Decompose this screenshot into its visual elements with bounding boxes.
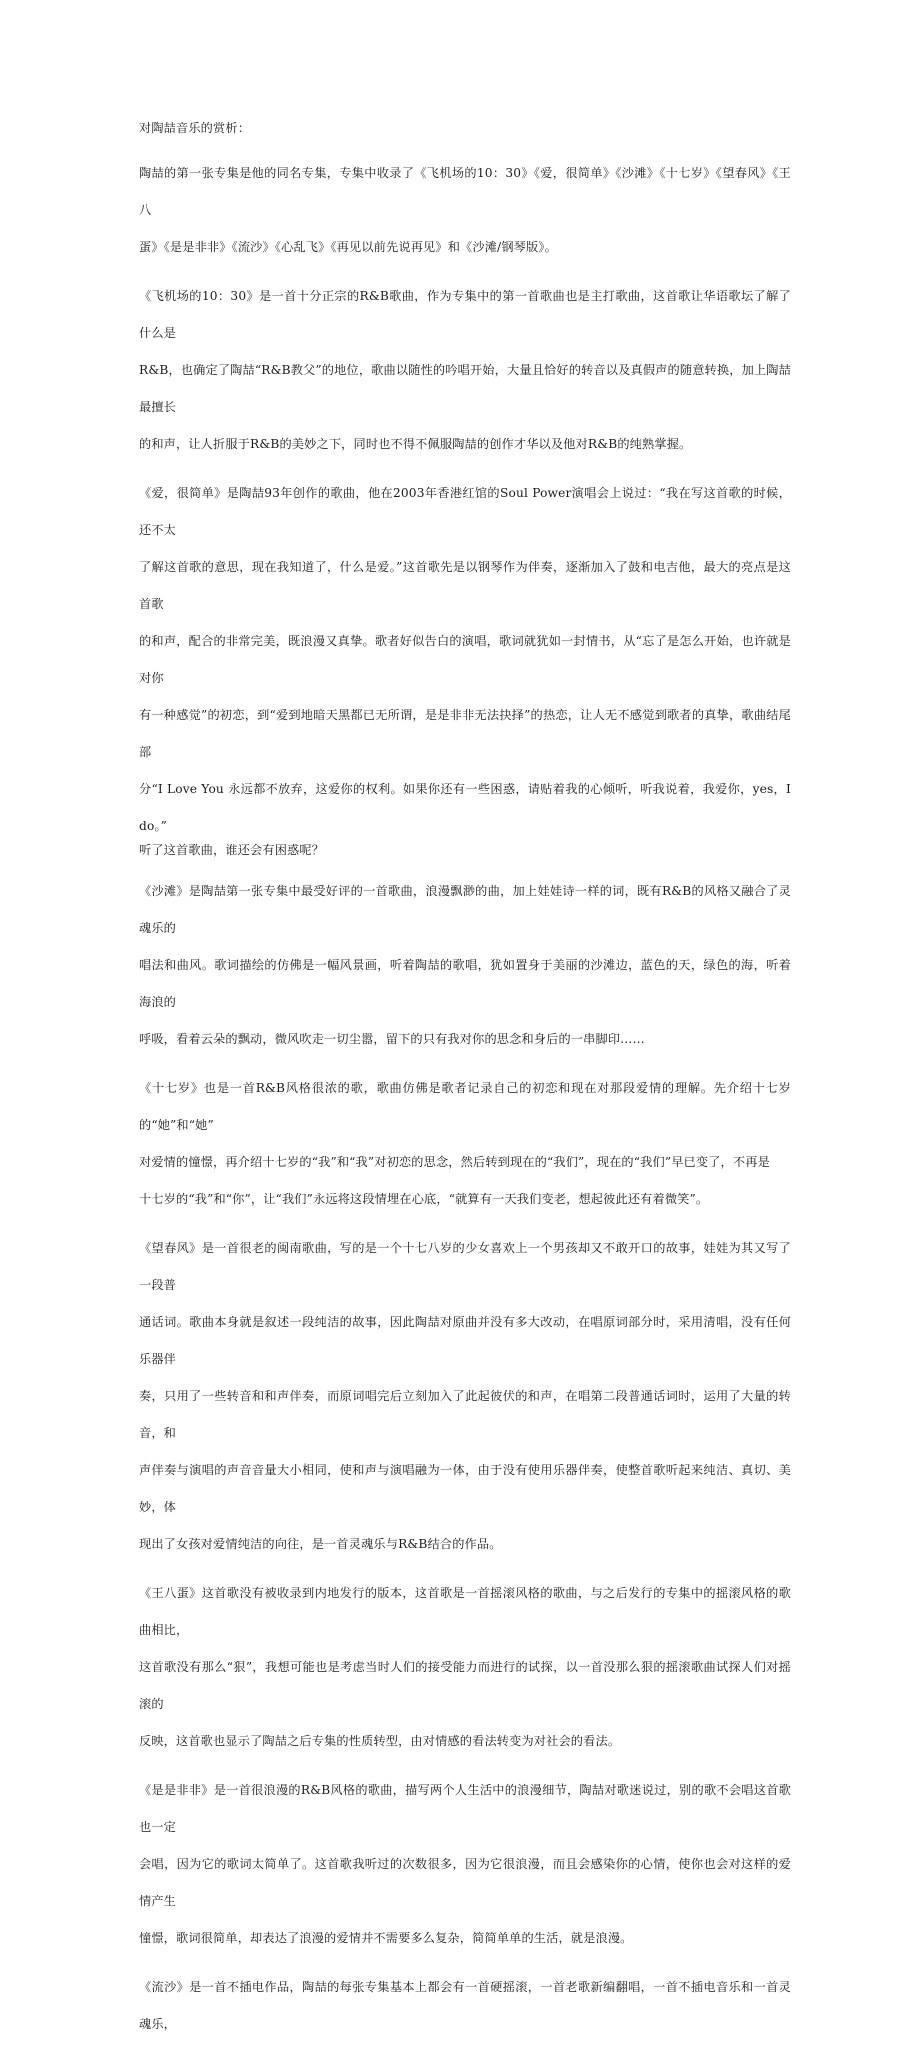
paragraph-line: 反映，这首歌也显示了陶喆之后专集的性质转型，由对情感的看法转变为对社会的看法。 [139, 1734, 621, 1748]
paragraph-bastard [139, 1575, 791, 1760]
paragraph-line: 呼吸，看着云朵的飘动，微风吹走一切尘嚣，留下的只有我对你的思念和身后的一串脚印…… [139, 1032, 645, 1046]
paragraph-line: 声伴奏与演唱的声音音量大小相同，使和声与演唱融为一体，由于没有使用乐器伴奏，使整首歌听起来纯洁、真切、美妙，体 [139, 1463, 791, 1514]
paragraph-line: 《望春风》是一首很老的闽南歌曲，写的是一个十七八岁的少女喜欢上一个男孩却又不敢开口的故事，娃娃为其又写了一段普 [139, 1241, 791, 1292]
paragraph-line: 陶喆的第一张专集是他的同名专集，专集中收录了《飞机场的10：30》《爱，很简单》《沙滩》《十七岁》《望春风》《王八 [139, 166, 791, 217]
paragraph-line: 唱法和曲风。歌词描绘的仿佛是一幅风景画，听着陶喆的歌唱，犹如置身于美丽的沙滩边，蓝色的天，绿色的海，听着海浪的 [139, 958, 791, 1009]
paragraph-intro [139, 155, 791, 266]
paragraph-line: 奏，只用了一些转音和和声伴奏，而原词唱完后立刻加入了此起彼伏的和声，在唱第二段普通话词时，运用了大量的转音，和 [139, 1389, 791, 1440]
paragraph-line: 《沙滩》是陶喆第一张专集中最受好评的一首歌曲，浪漫飘渺的曲，加上娃娃诗一样的词，既有R&B的风格又融合了灵魂乐的 [139, 884, 791, 935]
paragraph-line: 蛋》《是是非非》《流沙》《心乱飞》《再见以前先说再见》和《沙滩/钢琴版》。 [139, 240, 557, 254]
paragraph-line: 的和声，配合的非常完美，既浪漫又真挚。歌者好似告白的演唱，歌词就犹如一封情书，从“忘了是怎么开始，也许就是对你 [139, 634, 791, 685]
paragraph-beach [139, 873, 791, 1058]
document-heading: 对陶喆音乐的赏析： [139, 121, 251, 135]
paragraph-line: 憧憬，歌词很简单，却表达了浪漫的爱情并不需要多么复杂，简简单单的生活，就是浪漫。 [139, 1931, 633, 1945]
paragraph-line: R&B，也确定了陶喆“R&B教父”的地位，歌曲以随性的吟唱开始，大量且恰好的转音以及真假声的随意转换，加上陶喆最擅长 [139, 363, 791, 414]
paragraph-seventeen [139, 1070, 791, 1218]
paragraph-love-simple [139, 475, 791, 861]
paragraph-line: 《十七岁》也是一首R&B风格很浓的歌，歌曲仿佛是歌者记录自己的初恋和现在对那段爱情的理解。先介绍十七岁的“她”和“她” [139, 1081, 791, 1132]
paragraph-airport [139, 278, 791, 463]
paragraph-line: 《飞机场的10：30》是一首十分正宗的R&B歌曲，作为专集中的第一首歌曲也是主打歌曲，这首歌让华语歌坛了解了什么是 [139, 289, 791, 340]
document-page [139, 118, 791, 2055]
paragraph-quicksand [139, 1969, 791, 2043]
paragraph-line: 《王八蛋》这首歌没有被收录到内地发行的版本，这首歌是一首摇滚风格的歌曲，与之后发行的专集中的摇滚风格的歌曲相比， [139, 1586, 791, 1637]
paragraph-line: 通话词。歌曲本身就是叙述一段纯洁的故事，因此陶喆对原曲并没有多大改动，在唱原词部分时，采用清唱，没有任何乐器伴 [139, 1315, 791, 1366]
paragraph-line: 现出了女孩对爱情纯洁的向往，是一首灵魂乐与R&B结合的作品。 [139, 1537, 502, 1551]
paragraph-line: 这首歌没有那么“狠”，我想可能也是考虑当时人们的接受能力而进行的试探，以一首没那么狠的摇滚歌曲试探人们对摇滚的 [139, 1660, 791, 1711]
paragraph-line: 对爱情的憧憬，再介绍十七岁的“我”和“我”对初恋的思念，然后转到现在的“我们”，现在的“我们”早已变了，不再是 [139, 1155, 770, 1169]
paragraph-line: 十七岁的“我”和“你”，让“我们”永远将这段情埋在心底，“就算有一天我们变老，想起彼此还有着微笑”。 [139, 1192, 709, 1206]
paragraph-right-wrong [139, 1772, 791, 1957]
paragraph-line: 《是是非非》是一首很浪漫的R&B风格的歌曲，描写两个人生活中的浪漫细节，陶喆对歌迷说过，别的歌不会唱这首歌也一定 [139, 1783, 791, 1834]
paragraph-line: 《流沙》是一首不插电作品，陶喆的每张专集基本上都会有一首硬摇滚，一首老歌新编翻唱，一首不插电音乐和一首灵魂乐， [139, 1980, 791, 2031]
paragraph-line: 的和声，让人折服于R&B的美妙之下，同时也不得不佩服陶喆的创作才华以及他对R&B的纯熟掌握。 [139, 437, 692, 451]
paragraph-line: 会唱，因为它的歌词太简单了。这首歌我听过的次数很多，因为它很浪漫，而且会感染你的心情，使你也会对这样的爱情产生 [139, 1857, 791, 1908]
paragraph-line: 有一种感觉”的初恋，到“爱到地暗天黑都已无所谓，是是非非无法抉择”的热恋，让人无不感觉到歌者的真挚，歌曲结尾部 [139, 708, 791, 759]
paragraph-line: 听了这首歌曲，谁还会有困惑呢？ [139, 843, 325, 857]
paragraph-spring-wind [139, 1230, 791, 1563]
paragraph-line: 《爱，很简单》是陶喆93年创作的歌曲，他在2003年香港红馆的Soul Power演唱会上说过：“我在写这首歌的时候，还不太 [139, 486, 791, 537]
paragraph-line: 分“I Love You 永远都不放弃，这爱你的权利。如果你还有一些困惑，请贴着我的心倾听，听我说着，我爱你，yes，I do。” [139, 782, 791, 833]
paragraph-line: 了解这首歌的意思，现在我知道了，什么是爱。”这首歌先是以钢琴作为伴奏，逐渐加入了鼓和电吉他，最大的亮点是这首歌 [139, 560, 791, 611]
